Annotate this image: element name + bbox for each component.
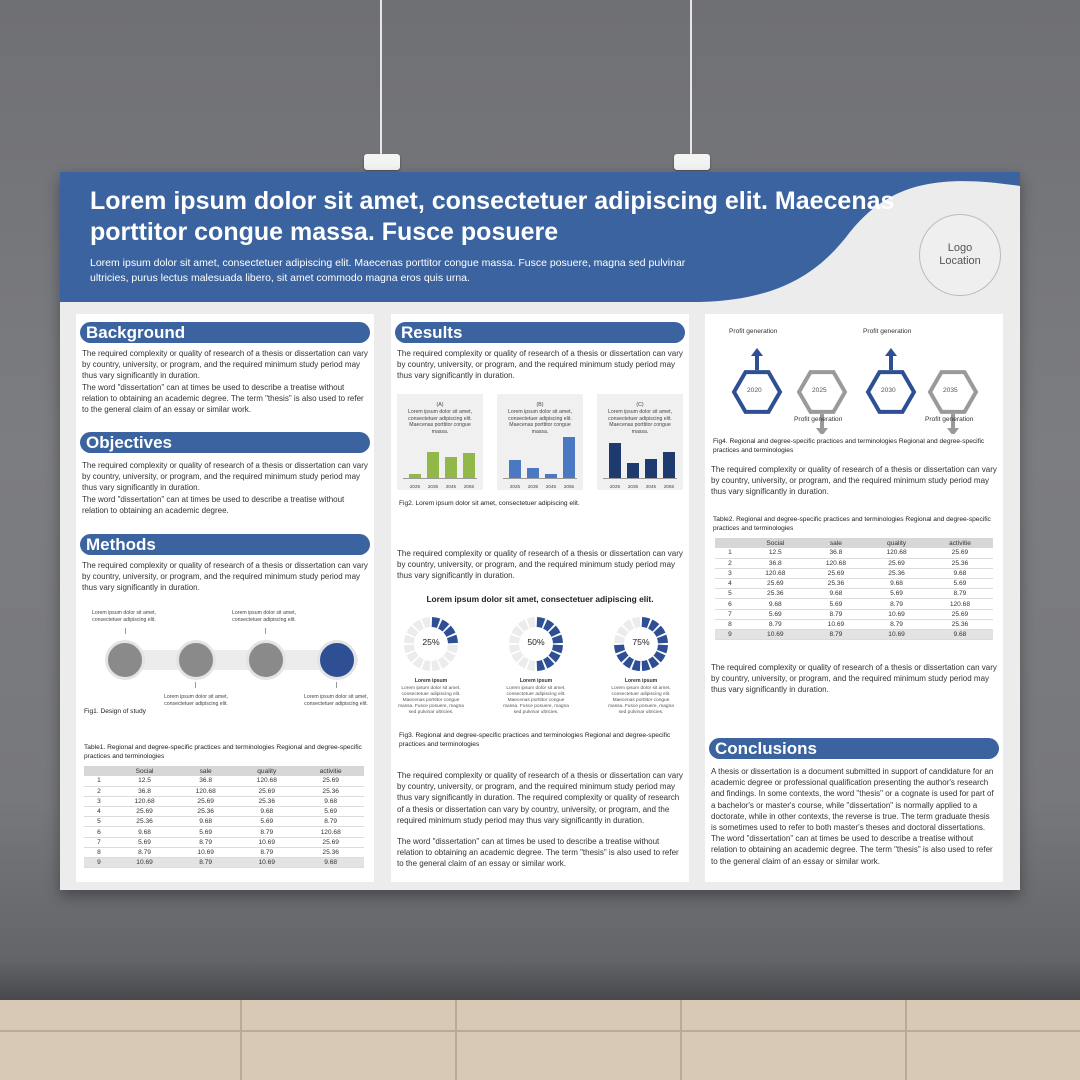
donut-percentage: 25% (422, 637, 440, 647)
table-row (715, 630, 993, 640)
table-row (715, 579, 993, 589)
study-timeline (100, 640, 360, 680)
arrow-up-icon (885, 348, 897, 370)
donut-segment-filled (642, 617, 651, 628)
table-cell: 10.69 (236, 837, 297, 847)
table-cell: 25.36 (745, 589, 806, 599)
table-header-row (715, 538, 993, 548)
table-cell: 120.68 (175, 786, 236, 796)
table-header-cell: quality (866, 538, 927, 548)
bar (645, 459, 657, 478)
tick-label: 2035 (427, 484, 439, 489)
table-cell: 9 (715, 630, 745, 640)
donut-segment-filled (632, 660, 641, 671)
table-cell: 25.36 (297, 847, 364, 857)
timeline-note: Lorem ipsum dolor sit amet, consectetuer adipiscing elit. (231, 610, 296, 623)
table-cell: 5 (84, 817, 114, 827)
table-cell: 120.68 (806, 558, 867, 568)
mini-chart-description: Lorem ipsum dolor sit amet, consectetuer adipiscing elit. Maecenas porttitor congue massa. (507, 409, 572, 435)
table-cell: 8.79 (114, 847, 175, 857)
tick-label: 2035 (527, 484, 539, 489)
table-cell: 3 (715, 568, 745, 578)
mini-chart-baseline (403, 478, 477, 479)
mini-bar-chart (497, 394, 583, 490)
timeline-step-1 (105, 640, 145, 680)
donut-segment-empty (527, 617, 536, 628)
table-cell: 2 (715, 558, 745, 568)
table-cell: 8.79 (927, 589, 993, 599)
binder-clip-right (674, 154, 710, 170)
table-cell: 7 (715, 609, 745, 619)
table-cell: 10.69 (236, 858, 297, 868)
table-cell: 6 (84, 827, 114, 837)
table-cell: 9.68 (297, 796, 364, 806)
table-cell: 10.69 (806, 619, 867, 629)
donut-segment-empty (432, 660, 441, 671)
bar (463, 453, 475, 478)
poster (60, 172, 1020, 890)
table-cell: 25.69 (175, 796, 236, 806)
table-header-cell: sale (175, 766, 236, 776)
tick-label: 2045 (545, 484, 557, 489)
table-cell: 10.69 (175, 847, 236, 857)
table-cell: 4 (715, 579, 745, 589)
table-cell: 5.69 (927, 579, 993, 589)
table-cell: 25.36 (175, 807, 236, 817)
column-left (76, 314, 374, 882)
results-text-3: The required complexity or quality of research of a thesis or dissertation can vary by country, university, or program, and the required minimum study period may thus vary significantly in duration. The required complexity or quality of research of a thesis or dissertation can vary by country, university, or program, and the required minimum study period may thus vary significantly in duration. (397, 771, 683, 825)
floor-seam (0, 1030, 1080, 1032)
methods-text: The required complexity or quality of research of a thesis or dissertation can vary by country, university, or program, and the required minimum study period may thus vary significantly in duration. (82, 561, 368, 593)
hanging-wire-left (380, 0, 382, 160)
mini-chart-baseline (603, 478, 677, 479)
table-cell: 25.36 (927, 619, 993, 629)
table-cell: 8.79 (806, 609, 867, 619)
table-cell: 36.8 (745, 558, 806, 568)
table-cell: 10.69 (866, 609, 927, 619)
table-row (715, 558, 993, 568)
table-cell: 9.68 (866, 579, 927, 589)
table-cell: 120.68 (745, 568, 806, 578)
table-cell: 4 (84, 807, 114, 817)
timeline-note: Lorem ipsum dolor sit amet, consectetuer adipiscing elit. (163, 694, 228, 707)
table-cell: 25.69 (927, 609, 993, 619)
table-cell: 25.36 (297, 786, 364, 796)
tick-label: 2035 (627, 484, 639, 489)
table-cell: 25.36 (866, 568, 927, 578)
bar (563, 437, 575, 478)
table-cell: 9.68 (114, 827, 175, 837)
donut-segment-filled (537, 660, 546, 671)
table-cell: 120.68 (236, 776, 297, 786)
mini-chart-label: (B) (536, 402, 544, 408)
table-cell: 5 (715, 589, 745, 599)
poster-title: Lorem ipsum dolor sit amet, consectetuer adipiscing elit. Maecenas porttitor congue massa. Fusce posuere (90, 187, 895, 246)
bar (545, 474, 557, 478)
donut-chart (506, 614, 566, 674)
mini-chart-description: Lorem ipsum dolor sit amet, consectetuer adipiscing elit. Maecenas porttitor congue massa. (607, 409, 672, 435)
table-cell: 5.69 (745, 609, 806, 619)
section-heading-methods: Methods (80, 534, 370, 555)
table-row (715, 609, 993, 619)
mini-chart-description: Lorem ipsum dolor sit amet, consectetuer adipiscing elit. Maecenas porttitor congue massa. (407, 409, 472, 435)
table-cell: 8.79 (297, 817, 364, 827)
hexagon-year: 2035 (943, 387, 958, 394)
table-cell: 9.68 (236, 807, 297, 817)
table-cell: 9.68 (745, 599, 806, 609)
table-cell: 12.5 (745, 548, 806, 558)
table-row (715, 589, 993, 599)
timeline-note: Lorem ipsum dolor sit amet, consectetuer adipiscing elit. (303, 694, 368, 707)
table-cell: 25.69 (745, 579, 806, 589)
table-cell: 8 (715, 619, 745, 629)
bar (627, 463, 639, 478)
table-cell: 25.69 (297, 776, 364, 786)
table-cell: 9 (84, 858, 114, 868)
table-cell: 25.69 (866, 558, 927, 568)
results-text-4: The word "dissertation" can at times be used to describe a treatise without relation to obtaining an academic degree. The term "thesis" is also used to refer to the general claim of an essay or similar work. (397, 837, 679, 869)
donut-segment-filled (432, 617, 441, 628)
table-cell: 5.69 (866, 589, 927, 599)
section-heading-results: Results (395, 322, 685, 343)
table-row (715, 619, 993, 629)
table-cell: 36.8 (806, 548, 867, 558)
hexagon-year: 2030 (881, 387, 896, 394)
table-cell: 9.68 (927, 630, 993, 640)
table-cell: 10.69 (745, 630, 806, 640)
arrow-up-icon (751, 348, 763, 370)
mini-chart-label: (A) (436, 402, 444, 408)
mini-bar-chart (597, 394, 683, 490)
results-text-2: The required complexity or quality of research of a thesis or dissertation can vary by country, university, or program, and the required minimum study period may thus vary significantly in duration. (397, 549, 683, 581)
hanging-wire-right (690, 0, 692, 160)
tick-label: 2025 (609, 484, 621, 489)
donut-segment-empty (632, 617, 641, 628)
table-cell: 8.79 (175, 858, 236, 868)
bar (509, 460, 521, 478)
table-cell: 9.68 (175, 817, 236, 827)
donut-label: Lorem ipsum (624, 678, 658, 684)
table-header-cell: Social (114, 766, 175, 776)
timeline-tick (336, 682, 337, 688)
floor (0, 1000, 1080, 1080)
hexagon-year: 2020 (747, 387, 762, 394)
table-header-cell: quality (236, 766, 297, 776)
table-cell: 8.79 (745, 619, 806, 629)
table-row (715, 548, 993, 558)
table-row (84, 837, 364, 847)
timeline-note: Lorem ipsum dolor sit amet, consectetuer adipiscing elit. (91, 610, 156, 623)
donut-chart-title: Lorem ipsum dolor sit amet, consectetuer adipiscing elit. (426, 594, 654, 604)
table-cell: 8.79 (806, 630, 867, 640)
binder-clip-left (364, 154, 400, 170)
mini-bar-chart (397, 394, 483, 490)
mini-chart-baseline (503, 478, 577, 479)
donut-segment-filled (642, 660, 651, 671)
hexagon-caption: Profit generation (925, 416, 974, 423)
table-cell: 9.68 (927, 568, 993, 578)
floor-seam (455, 1000, 457, 1080)
hexagon-year: 2025 (812, 387, 827, 394)
timeline-tick (125, 628, 126, 634)
fig4-caption: Fig4. Regional and degree-specific practices and terminologies Regional and degree-specific practices and terminologies (713, 438, 985, 454)
column-right (705, 314, 1003, 882)
timeline-step-2 (176, 640, 216, 680)
table-row (84, 858, 364, 868)
table-row (84, 817, 364, 827)
objectives-text: The required complexity or quality of research of a thesis or dissertation can vary by country, university, or program, and the required minimum study period may thus vary significantly in duration. The word "dissertation" can at times be used to describe a treatise without relation to obtaining an academic degree. (82, 461, 368, 515)
table-header-cell: sale (806, 538, 867, 548)
donut-chart (401, 614, 461, 674)
table-cell: 10.69 (866, 630, 927, 640)
table-cell: 8.79 (236, 847, 297, 857)
timeline-step-4 (317, 640, 357, 680)
wall-shadow (0, 960, 1080, 1000)
logo-placeholder (919, 214, 1001, 296)
table-cell: 8.79 (236, 827, 297, 837)
table-cell: 5.69 (175, 827, 236, 837)
table-cell: 120.68 (927, 599, 993, 609)
donut-description: Lorem ipsum dolor sit amet, consectetuer adipiscing elit. Maecenas porttitor congue massa. Fusce posuere, magna sed pulvinar ultricies. (398, 686, 464, 715)
bar (409, 474, 421, 478)
table-header-cell: activitie (927, 538, 993, 548)
table2-caption: Table2. Regional and degree-specific practices and terminologies Regional and degree-specific practices and terminologies (713, 516, 991, 532)
table-header-cell: activitie (297, 766, 364, 776)
donut-segment-empty (422, 617, 431, 628)
fig2-caption: Fig2. Lorem ipsum dolor sit amet, consectetuer adipiscing elit. (399, 500, 580, 507)
fig3-caption: Fig3. Regional and degree-specific practices and terminologies Regional and degree-specific practices and terminologies (399, 732, 671, 748)
data-table-1 (84, 766, 364, 868)
table-cell: 3 (84, 796, 114, 806)
table-row (84, 827, 364, 837)
table-cell: 9.68 (297, 858, 364, 868)
donut-percentage: 50% (527, 637, 545, 647)
table-cell: 6 (715, 599, 745, 609)
conclusions-text: A thesis or dissertation is a document submitted in support of candidature for an academic degree or professional qualification presenting the author's research and findings. In some contexts, the word "thesis" or a cognate is used for part of a bachelor's or master's course, while "dissertation" is normally applied to a doctorate, while in other contexts, the reverse is true. The term graduate thesis is sometimes used to refer to both master's theses and doctoral dissertations. The word "dissertation" can at times be used to describe a treatise without relation to obtaining an academic degree. The term "thesis" is also used to refer to the general claim of an essay or similar work. (711, 767, 994, 866)
table-cell: 7 (84, 837, 114, 847)
table-cell: 25.69 (236, 786, 297, 796)
timeline-tick (195, 682, 196, 688)
donut-label: Lorem ipsum (519, 678, 553, 684)
table-row (715, 568, 993, 578)
bar (609, 443, 621, 478)
table-cell: 12.5 (114, 776, 175, 786)
donut-segment-filled (537, 617, 546, 628)
table-cell: 1 (84, 776, 114, 786)
table-header-cell (715, 538, 745, 548)
col3-text-2: The required complexity or quality of research of a thesis or dissertation can vary by country, university, or program, and the required minimum study period may thus vary significantly in duration. (711, 663, 997, 695)
floor-seam (240, 1000, 242, 1080)
fig1-caption: Fig1. Design of study (84, 708, 146, 715)
section-heading-objectives: Objectives (80, 432, 370, 453)
tick-label: 2055 (463, 484, 475, 489)
tick-label: 2055 (663, 484, 675, 489)
timeline-step-3 (246, 640, 286, 680)
table-cell: 10.69 (114, 858, 175, 868)
table-cell: 25.36 (236, 796, 297, 806)
donut-segment-empty (527, 660, 536, 671)
background-text: The required complexity or quality of research of a thesis or dissertation can vary by country, university, or program, and the required minimum study period may thus vary significantly in duration. The word "dissertation" can at times be used to describe a treatise without relation to obtaining an academic degree. The term "thesis" is also used to refer to the general claim of an essay or similar work. (82, 349, 368, 415)
floor-seam (680, 1000, 682, 1080)
table-cell: 8.79 (866, 599, 927, 609)
table-cell: 25.69 (114, 807, 175, 817)
table-cell: 120.68 (114, 796, 175, 806)
table-cell: 25.69 (806, 568, 867, 578)
table-cell: 1 (715, 548, 745, 558)
table-cell: 25.69 (297, 837, 364, 847)
table-cell: 25.36 (927, 558, 993, 568)
table-cell: 120.68 (297, 827, 364, 837)
hexagon-caption: Profit generation (794, 416, 843, 423)
table-row (715, 599, 993, 609)
tick-label: 2025 (409, 484, 421, 489)
mini-chart-label: (C) (636, 402, 644, 408)
table-cell: 36.8 (175, 776, 236, 786)
table-cell: 25.36 (114, 817, 175, 827)
bar (445, 457, 457, 478)
table-cell: 5.69 (114, 837, 175, 847)
table-cell: 120.68 (866, 548, 927, 558)
section-heading-background: Background (80, 322, 370, 343)
hexagon-caption: Profit generation (729, 328, 778, 335)
table-cell: 8.79 (175, 837, 236, 847)
donut-chart (611, 614, 671, 674)
table1-caption: Table1. Regional and degree-specific practices and terminologies Regional and degree-specific practices and terminologies (84, 744, 362, 760)
section-heading-conclusions: Conclusions (709, 738, 999, 759)
table-cell: 5.69 (806, 599, 867, 609)
table-row (84, 847, 364, 857)
tick-label: 2045 (445, 484, 457, 489)
data-table-2 (715, 538, 993, 640)
logo-text: Location (939, 255, 981, 267)
table-cell: 36.8 (114, 786, 175, 796)
donut-percentage: 75% (632, 637, 650, 647)
table-header-row (84, 766, 364, 776)
table-cell: 2 (84, 786, 114, 796)
col3-text-1: The required complexity or quality of research of a thesis or dissertation can vary by country, university, or program, and the required minimum study period may thus vary significantly in duration. (711, 465, 997, 497)
logo-text: Logo (947, 242, 973, 254)
bar (427, 452, 439, 478)
donut-description: Lorem ipsum dolor sit amet, consectetuer adipiscing elit. Maecenas porttitor congue massa. Fusce posuere, magna sed pulvinar ultricies. (608, 686, 674, 715)
floor-seam (905, 1000, 907, 1080)
table-row (84, 796, 364, 806)
table-cell: 8.79 (866, 619, 927, 629)
tick-label: 2055 (563, 484, 575, 489)
table-cell: 8 (84, 847, 114, 857)
poster-subtitle: Lorem ipsum dolor sit amet, consectetuer adipiscing elit. Maecenas porttitor congue massa. Fusce posuere, magna sed pulvinar ultricies, purus lectus malesuada libero, sit amet commodo magna eros quis urna. (90, 257, 686, 284)
donut-label: Lorem ipsum (414, 678, 448, 684)
tick-label: 2025 (509, 484, 521, 489)
table-row (84, 776, 364, 786)
bar (527, 468, 539, 478)
table-header-cell: Social (745, 538, 806, 548)
results-text-1: The required complexity or quality of research of a thesis or dissertation can vary by country, university, or program, and the required minimum study period may thus vary significantly in duration. (397, 349, 683, 381)
table-cell: 5.69 (236, 817, 297, 827)
hexagon-caption: Profit generation (863, 328, 912, 335)
donut-description: Lorem ipsum dolor sit amet, consectetuer adipiscing elit. Maecenas porttitor congue massa. Fusce posuere, magna sed pulvinar ultricies. (503, 686, 569, 715)
table-cell: 25.69 (927, 548, 993, 558)
table-row (84, 807, 364, 817)
timeline-tick (265, 628, 266, 634)
table-cell: 9.68 (806, 589, 867, 599)
table-header-cell (84, 766, 114, 776)
table-cell: 5.69 (297, 807, 364, 817)
column-middle (391, 314, 689, 882)
table-row (84, 786, 364, 796)
bar (663, 452, 675, 478)
tick-label: 2045 (645, 484, 657, 489)
donut-segment-empty (422, 660, 431, 671)
table-cell: 25.36 (806, 579, 867, 589)
